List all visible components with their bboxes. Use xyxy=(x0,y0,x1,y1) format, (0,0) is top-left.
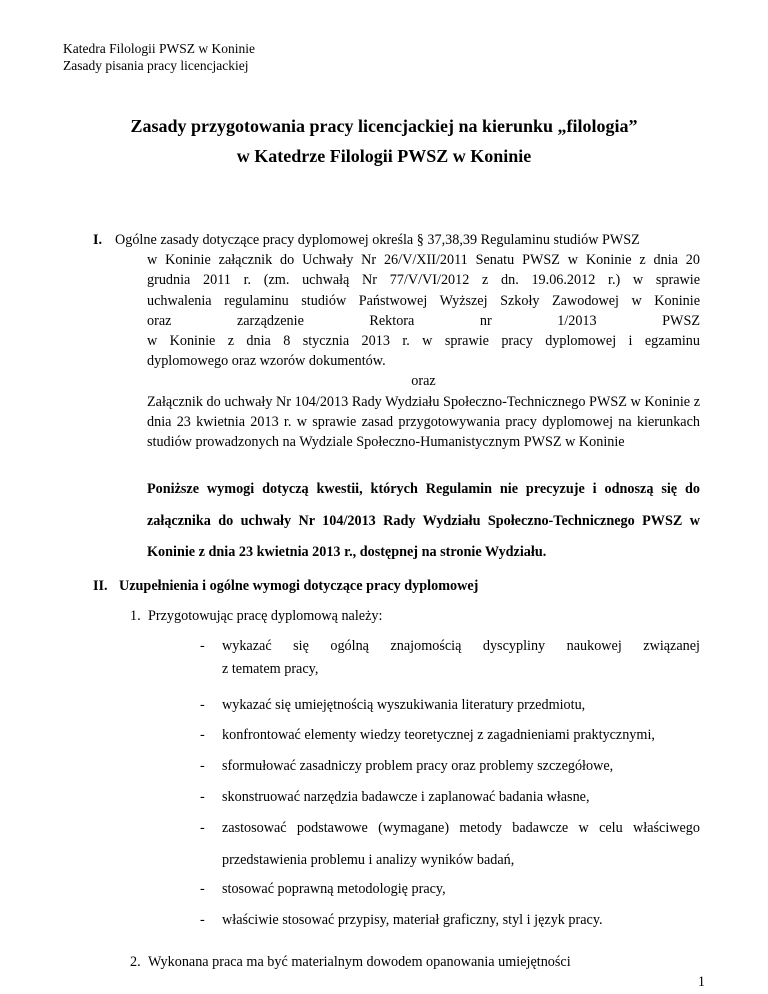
document-title-line1: Zasady przygotowania pracy licencjackiej na kierunku „filologia” xyxy=(130,116,638,136)
section-1-line-5: oraz zarządzenie Rektora nr 1/2013 PWSZ xyxy=(147,312,700,329)
section-1-line-1: Ogólne zasady dotyczące pracy dyplomowej określa § 37,38,39 Regulaminu studiów PWSZ xyxy=(115,232,640,248)
bullet-item-8: właściwie stosować przypisy, materiał graficzny, styl i język pracy. xyxy=(222,912,603,928)
section-2-heading xyxy=(93,578,478,595)
bullet-dash: - xyxy=(200,638,205,654)
section-2-number: II. xyxy=(93,578,108,594)
section-2-title: Uzupełnienia i ogólne wymogi dotyczące pracy dyplomowej xyxy=(119,578,479,594)
section-1-line-4: uchwalenia regulaminu studiów Państwowej Wyższej Szkoły Zawodowej w Koninie xyxy=(147,292,700,309)
bullet-item-6-line2: przedstawienia problemu i analizy wyników badań, xyxy=(222,851,515,868)
bullet-dash: - xyxy=(200,697,205,713)
item-2-number: 2. xyxy=(130,954,141,970)
section-1-annex: Załącznik do uchwały Nr 104/2013 Rady Wydziału Społeczno-Technicznego PWSZ w Koninie z dnia 23 kwietnia 2013 r. w sprawie zasad przygotowywania pracy dyplomowej na kierunkach studiów prowadzonych na Wydziale Społeczno-Humanistycznym PWSZ w Koninie xyxy=(147,393,700,451)
item-2-text: Wykonana praca ma być materialnym dowodem opanowania umiejętności xyxy=(148,954,571,970)
section-1-line-2: w Koninie załącznik do Uchwały Nr 26/V/XII/2011 Senatu PWSZ w Koninie z dnia 20 xyxy=(147,252,700,269)
page-number: 1 xyxy=(697,974,705,990)
bullet-dash: - xyxy=(200,789,205,805)
section-1 xyxy=(93,230,700,452)
bullet-item-6 xyxy=(222,813,700,876)
bullet-dash: - xyxy=(200,912,205,928)
bullet-dash: - xyxy=(200,881,205,897)
bullet-item-1-line1: wykazać się ogólną znajomością dyscypliny naukowej związanej xyxy=(222,638,700,654)
section-1-number: I. xyxy=(93,232,103,248)
section-1-bold-note: Poniższe wymogi dotyczą kwestii, których Regulamin nie precyzuje i odnoszą się do załącznika do uchwały Nr 104/2013 Rady Wydziału Społeczno-Technicznego PWSZ w Koninie z dnia 23 kwietnia 2013 r., dostępnej na stronie Wydziału. xyxy=(147,481,700,560)
bullet-item-7: stosować poprawną metodologię pracy, xyxy=(222,881,446,897)
bullet-item-2: wykazać się umiejętnością wyszukiwania literatury przedmiotu, xyxy=(222,697,586,713)
item-1-text: Przygotowując pracę dyplomową należy: xyxy=(148,608,383,624)
bullet-item-3: konfrontować elementy wiedzy teoretycznej z zagadnieniami praktycznymi, xyxy=(222,727,655,743)
bullet-item-4: sformułować zasadniczy problem pracy oraz problemy szczegółowe, xyxy=(222,758,614,774)
section-1-line-6: w Koninie z dnia 8 stycznia 2013 r. w sprawie pracy dyplomowej i egzaminu xyxy=(147,333,700,350)
section-1-line-3: grudnia 2011 r. (zm. uchwałą Nr 77/V/VI/2012 z dn. 19.06.2012 r.) w sprawie xyxy=(147,272,700,289)
document-title-line2: w Katedrze Filologii PWSZ w Koninie xyxy=(236,146,532,166)
item-1 xyxy=(130,608,382,625)
bullet-item-6-line1: zastosować podstawowe (wymagane) metody badawcze w celu właściwego xyxy=(222,820,700,836)
bullet-dash: - xyxy=(200,820,205,836)
bullet-dash: - xyxy=(200,758,205,774)
bullet-item-1-line2: z tematem pracy, xyxy=(222,660,319,677)
header-subject: Zasady pisania pracy licencjackiej xyxy=(63,58,249,73)
bullet-item-5: skonstruować narzędzia badawcze i zaplanować badania własne, xyxy=(222,789,590,805)
item-1-number: 1. xyxy=(130,608,141,624)
running-header xyxy=(63,40,255,74)
bullet-item-1 xyxy=(222,631,700,685)
bullet-dash: - xyxy=(200,727,205,743)
section-1-oraz: oraz xyxy=(411,373,436,390)
item-2 xyxy=(130,954,571,971)
section-1-line-7: dyplomowego oraz wzorów dokumentów. xyxy=(147,353,386,370)
header-department: Katedra Filologii PWSZ w Koninie xyxy=(63,41,255,56)
